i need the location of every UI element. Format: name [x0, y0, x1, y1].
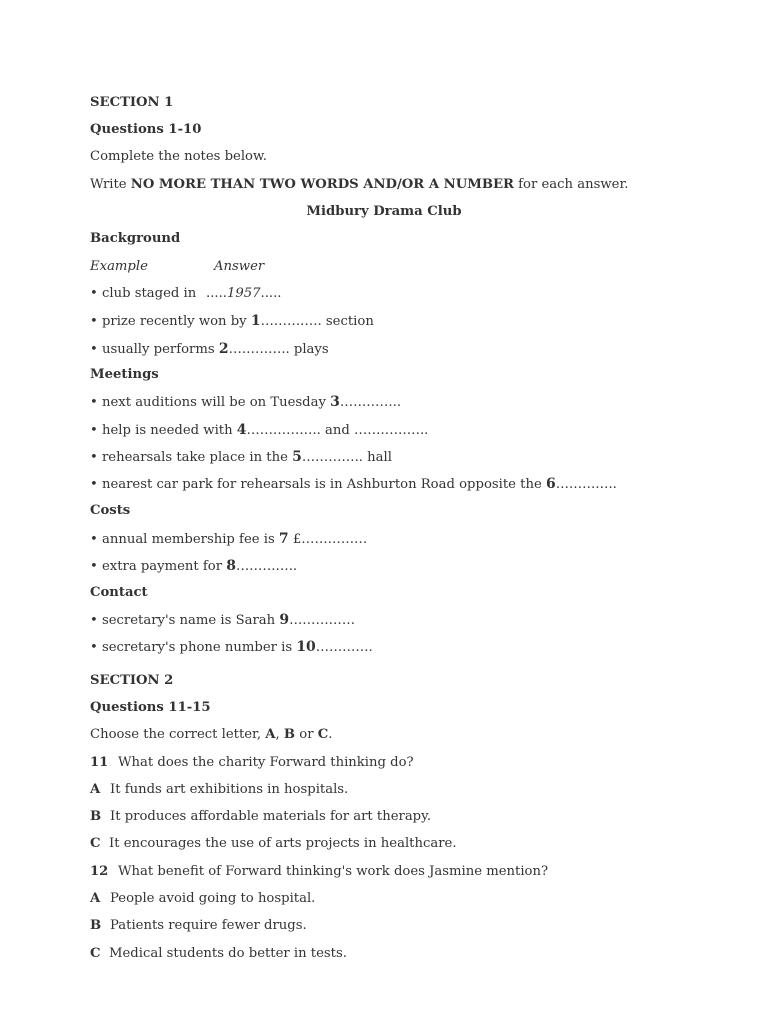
option-b	[90, 809, 431, 825]
example-dots-pre: .....	[206, 286, 227, 301]
option-text: Medical students do better in tests.	[109, 946, 347, 961]
option-letter: A	[90, 891, 101, 906]
write-prefix: Write	[90, 177, 131, 192]
letter-c: C	[317, 727, 329, 742]
note-text: • secretary's name is Sarah	[90, 613, 280, 628]
note-item	[90, 422, 428, 439]
section2-heading: SECTION 2	[90, 673, 174, 688]
question-number: 12	[90, 864, 109, 879]
meetings-heading: Meetings	[90, 367, 159, 382]
note-text: • nearest car park for rehearsals is in Ashburton Road opposite the	[90, 477, 546, 492]
answer-label: Answer	[214, 259, 265, 274]
costs-heading: Costs	[90, 503, 131, 518]
note-item	[90, 449, 392, 466]
note-text: • help is needed with	[90, 423, 237, 438]
answer-blank: …………….. and ……………..	[246, 423, 429, 438]
instruction-text: Choose the correct letter,	[90, 727, 266, 742]
word-limit-instruction	[90, 177, 629, 193]
example-dots-post: .....	[260, 286, 282, 301]
answer-blank: £……………	[288, 532, 368, 547]
note-item	[90, 531, 367, 548]
answer-blank: ……….…. section	[260, 314, 374, 329]
letter-b: B	[283, 727, 296, 742]
note-item	[90, 476, 617, 493]
answer-blank: …………..	[339, 395, 402, 410]
separator: ,	[275, 727, 284, 742]
note-item	[90, 558, 297, 575]
note-item	[90, 612, 355, 629]
separator: or	[295, 727, 318, 742]
question-number: 2	[218, 341, 229, 357]
note-item	[90, 639, 373, 656]
background-heading: Background	[90, 231, 181, 246]
option-text: It encourages the use of arts projects in healthcare.	[109, 836, 457, 851]
note-text: • secretary's phone number is	[90, 640, 297, 655]
question-number: 9	[279, 612, 290, 628]
example-item	[90, 286, 282, 302]
question-number: 10	[296, 639, 316, 655]
question-number: 5	[292, 449, 302, 465]
write-emphasis: NO MORE THAN TWO WORDS AND/OR A NUMBER	[130, 177, 514, 192]
question-11	[90, 755, 414, 771]
section1-questions-range: Questions 1-10	[90, 122, 202, 137]
section1-instruction: Complete the notes below.	[90, 149, 267, 164]
question-number: 1	[250, 313, 261, 329]
write-suffix: for each answer.	[513, 177, 629, 192]
option-c	[90, 836, 457, 852]
question-text: What benefit of Forward thinking's work does Jasmine mention?	[118, 864, 549, 879]
answer-blank: ………….	[315, 640, 373, 655]
question-number: 8	[226, 558, 236, 574]
example-text: • club staged in	[90, 286, 197, 301]
option-letter: C	[90, 836, 101, 851]
period: .	[328, 727, 333, 742]
example-row	[90, 259, 264, 275]
note-text: • usually performs	[90, 342, 219, 357]
question-number: 4	[236, 422, 247, 438]
question-12	[90, 864, 548, 880]
note-text: • extra payment for	[90, 559, 227, 574]
option-a	[90, 782, 348, 798]
option-text: It produces affordable materials for art therapy.	[110, 809, 432, 824]
option-letter: B	[90, 809, 102, 824]
answer-blank: …………..	[555, 477, 617, 492]
example-label: Example	[90, 259, 148, 274]
section2-questions-range: Questions 11-15	[90, 700, 211, 715]
option-letter: A	[90, 782, 101, 797]
note-text: • next auditions will be on Tuesday	[90, 395, 331, 410]
note-item	[90, 394, 401, 411]
question-number: 6	[545, 476, 556, 492]
note-text: • prize recently won by	[90, 314, 251, 329]
example-answer: 1957	[226, 286, 261, 301]
option-letter: C	[90, 946, 101, 961]
answer-blank: ……………	[289, 613, 356, 628]
contact-heading: Contact	[90, 585, 148, 600]
question-number: 11	[90, 755, 109, 770]
option-text: It funds art exhibitions in hospitals.	[110, 782, 349, 797]
note-text: • rehearsals take place in the	[90, 450, 293, 465]
option-b	[90, 918, 307, 934]
question-number: 3	[330, 394, 340, 410]
option-letter: B	[90, 918, 102, 933]
notes-title: Midbury Drama Club	[306, 204, 462, 219]
option-c	[90, 946, 347, 962]
answer-blank: …………..	[235, 559, 298, 574]
answer-blank: ………….. hall	[301, 450, 392, 465]
letter-a: A	[265, 727, 276, 742]
question-number: 7	[278, 531, 289, 547]
answer-blank: ………….. plays	[228, 342, 329, 357]
note-item	[90, 341, 329, 358]
option-text: Patients require fewer drugs.	[110, 918, 307, 933]
question-text: What does the charity Forward thinking do?	[118, 755, 414, 770]
section2-instruction	[90, 727, 332, 743]
option-a	[90, 891, 315, 907]
note-text: • annual membership fee is	[90, 532, 279, 547]
section1-heading: SECTION 1	[90, 95, 174, 110]
note-item	[90, 313, 374, 330]
option-text: People avoid going to hospital.	[110, 891, 316, 906]
